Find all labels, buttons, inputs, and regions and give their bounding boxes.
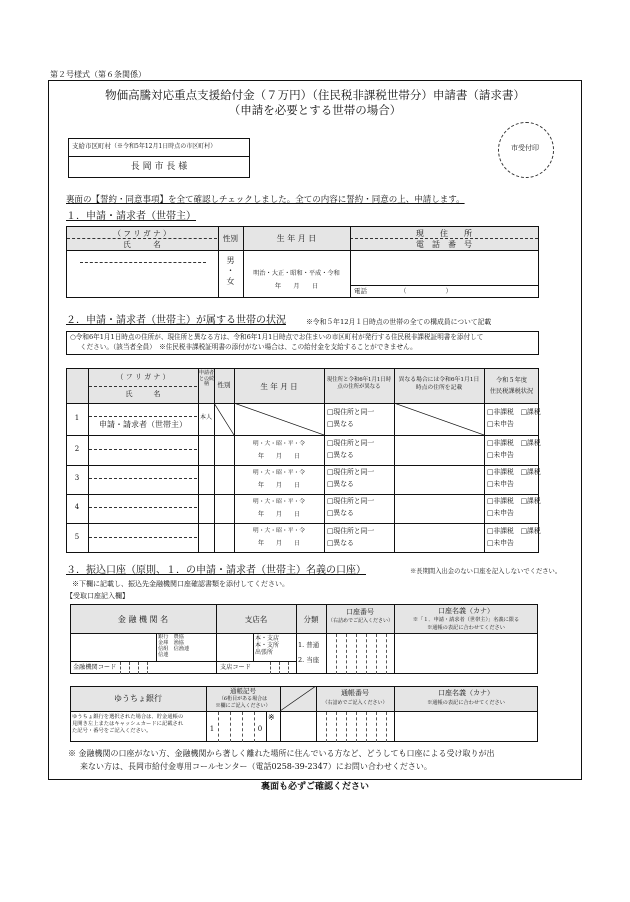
addressee-label: 支給市区町村（※令和5年12月1日時点の市区町村） — [72, 142, 217, 150]
pledge-text: 裏面の【誓約・同意事項】を全て確認しチェックしました。全ての内容に誓約・同意の上、申請します。 — [66, 195, 465, 205]
section3-note: ※長期間入出金のない口座を記入しないでください。 — [410, 568, 562, 575]
col-tax-year: 令和５年度 — [496, 377, 527, 384]
col-address-jan1: 異なる場合には令和6年1月1日時点の住所を記載 — [398, 377, 480, 391]
yucho-sixth-digit-mark: ※ — [268, 713, 275, 722]
gender-header: 性別 — [223, 234, 238, 243]
form-number: 第２号様式（第６条関係） — [50, 70, 146, 79]
yucho-number-note: （右詰めでご記入ください） — [322, 700, 388, 706]
phone-label: 電話 — [354, 287, 367, 295]
row4-unfiled[interactable]: □未申告 — [487, 509, 514, 517]
notice-line2: ください。（該当者全員） ※住民税非課税証明書の添付がない場合は、この給付金を支給することができません。 — [80, 343, 417, 351]
row2-unfiled[interactable]: □未申告 — [487, 451, 514, 459]
section1-heading: １．申請・請求者（世帯主） — [66, 211, 196, 222]
phone-header: 電 話 番 号 — [416, 240, 472, 249]
back-side-notice: 裏面も必ずご確認ください — [260, 782, 369, 792]
yucho-description: ゆうちょ銀行を選択された場合は、貯金通帳の 見開き左上またはキャッシュカードに記載され た記号・番号をご記入ください。 — [72, 714, 184, 735]
row5-ymd: 年 月 日 — [257, 540, 300, 547]
row4-same-address[interactable]: □現住所と同一 — [327, 497, 375, 505]
yucho-label: ゆうちょ銀行 — [114, 694, 162, 703]
row1-same-address[interactable]: □現住所と同一 — [327, 408, 375, 416]
row-number: 5 — [74, 533, 80, 541]
row3-unfiled[interactable]: □未申告 — [487, 480, 514, 488]
row3-different-address[interactable]: □異なる — [327, 480, 354, 488]
row4-era[interactable]: 明・大・昭・平・令 — [252, 499, 306, 505]
bank-name-header: 金 融 機 関 名 — [117, 615, 169, 624]
branch-code-label: 支店コード — [220, 664, 251, 671]
phone-field[interactable]: （ ） — [400, 287, 452, 295]
col-birthdate: 生 年 月 日 — [260, 382, 298, 391]
account-number-note: （右詰めでご記入ください） — [328, 618, 394, 624]
row2-era[interactable]: 明・大・昭・平・令 — [252, 441, 306, 447]
row5-unfiled[interactable]: □未申告 — [487, 539, 514, 547]
row3-tax-options[interactable]: □非課税 □課税 — [487, 468, 541, 476]
yucho-number-header: 通帳番号 — [341, 689, 369, 697]
row1-diagonal-marks — [214, 403, 324, 435]
row-number: 1 — [74, 414, 80, 422]
row3-era[interactable]: 明・大・昭・平・令 — [252, 470, 306, 476]
row-number: 2 — [74, 445, 80, 453]
yucho-symbol-digit1: 1 — [209, 725, 215, 733]
yucho-holder-header: 口座名義（カナ） — [438, 689, 494, 697]
row3-ymd: 年 月 日 — [257, 482, 300, 489]
row-number: 4 — [74, 503, 80, 511]
holder-note1: ※「１．申請・請求者（世帯主）」名義に限る — [412, 617, 520, 623]
footer-note-line1: ※ 金融機関の口座がない方、金融機関から著しく離れた場所に住んでいる方など、どうしても口座による受け取りが出 — [68, 749, 495, 758]
account-subheading: 【受取口座記入欄】 — [66, 592, 129, 600]
holder-note2: ※通帳の表記に合わせてください — [427, 625, 505, 631]
row5-tax-options[interactable]: □非課税 □課税 — [487, 527, 541, 535]
notice-line1: ○令和6年1月1日時点の住所が、現住所と異なる方は、令和6年1月1日時点でお住まいの市区町村が発行する住民税非課税証明書を添付して — [70, 333, 484, 341]
bank-code-label: 金融機関コード — [73, 664, 117, 671]
col-relationship: 申請者との続柄 — [199, 370, 215, 387]
row2-tax-options[interactable]: □非課税 □課税 — [487, 439, 541, 447]
row1-unfiled[interactable]: □未申告 — [487, 420, 514, 428]
male-option[interactable]: 男 — [226, 256, 235, 265]
yucho-symbol-note1: （6桁目がある場合は — [218, 696, 268, 702]
row5-era[interactable]: 明・大・昭・平・令 — [252, 528, 306, 534]
account-type-ordinary[interactable]: 1. 普通 — [298, 641, 320, 649]
yucho-diagonal-mark — [280, 686, 316, 711]
row4-ymd: 年 月 日 — [257, 511, 300, 518]
col-furigana: （ フ リ ガ ナ ） — [116, 373, 170, 381]
footer-note-line2: 来ない方は、長岡市給付金専用コールセンター（電話0258-39-2347）にお問い合わせください。 — [80, 762, 432, 771]
yucho-symbol-digit0: 0 — [257, 725, 263, 733]
furigana-header: （ フ リ ガ ナ ） — [113, 229, 171, 238]
row2-different-address[interactable]: □異なる — [327, 451, 354, 459]
birthdate-header: 生 年 月 日 — [276, 234, 317, 243]
account-type-current[interactable]: 2. 当座 — [298, 656, 320, 664]
row1-different-address[interactable]: □異なる — [327, 420, 354, 428]
yucho-symbol-note2: ※欄にご記入ください） — [215, 703, 271, 709]
birthdate-ymd: 年 月 日 — [274, 283, 319, 290]
era-options[interactable]: 明治・大正・昭和・平成・令和 — [253, 270, 340, 277]
section2-heading: ２．申請・請求者（世帯主）が属する世帯の状況 — [66, 315, 286, 326]
row2-ymd: 年 月 日 — [257, 453, 300, 460]
row3-same-address[interactable]: □現住所と同一 — [327, 468, 375, 476]
row1-name: 申請・請求者（世帯主） — [99, 420, 187, 429]
row-number: 3 — [74, 474, 80, 482]
name-header: 氏 名 — [123, 240, 161, 249]
row4-different-address[interactable]: □異なる — [327, 509, 354, 517]
account-type-header: 分類 — [303, 615, 319, 624]
attach-note: ※下欄に記載し、振込先金融機関口座確認書類を添付してください。 — [72, 580, 289, 588]
branch-header: 支店名 — [244, 615, 268, 624]
female-option[interactable]: 女 — [226, 277, 235, 286]
section2-note: ※令和５年12月１日時点の世帯の全ての構成員について記載 — [306, 318, 492, 326]
account-number-header: 口座番号 — [346, 608, 374, 616]
form-subtitle: （申請を必要とする世帯の場合） — [228, 103, 402, 117]
form-title: 物価高騰対応重点支援給付金（７万円）（住民税非課税世帯分）申請書（請求書） — [105, 88, 525, 102]
row1-address-diagonal — [394, 403, 484, 435]
row5-different-address[interactable]: □異なる — [327, 539, 354, 547]
row1-relationship: 本人 — [199, 414, 212, 421]
row4-tax-options[interactable]: □非課税 □課税 — [487, 497, 541, 505]
row1-tax-options[interactable]: □非課税 □課税 — [487, 408, 541, 416]
gender-separator: ・ — [226, 266, 235, 275]
col-address-differs: 現住所と令和6年1月1日時点の住所が異なる — [326, 377, 392, 391]
bank-type-options[interactable]: 銀行 農協 金庫 漁協 信組 信漁連 信連 — [158, 634, 190, 658]
col-tax-status: 住民税課税状況 — [489, 388, 534, 395]
branch-type-options[interactable]: 本・支店 本・支所 出張所 — [255, 635, 280, 657]
addressee-name: 長 岡 市 長 様 — [130, 162, 188, 172]
section3-heading: ３．振込口座（原則、１．の申請・請求者（世帯主）名義の口座） — [66, 565, 366, 576]
row5-same-address[interactable]: □現住所と同一 — [327, 527, 375, 535]
yucho-symbol-header: 通帳記号 — [230, 687, 256, 695]
yucho-holder-note: ※通帳の表記に合わせてください — [427, 700, 505, 706]
col-gender: 性別 — [217, 381, 231, 389]
stamp-label: 市受付印 — [511, 144, 539, 152]
col-name: 氏 名 — [125, 390, 161, 398]
address-header: 現 住 所 — [416, 229, 472, 238]
row2-same-address[interactable]: □現住所と同一 — [327, 439, 375, 447]
holder-header: 口座名義（カナ） — [438, 607, 494, 615]
